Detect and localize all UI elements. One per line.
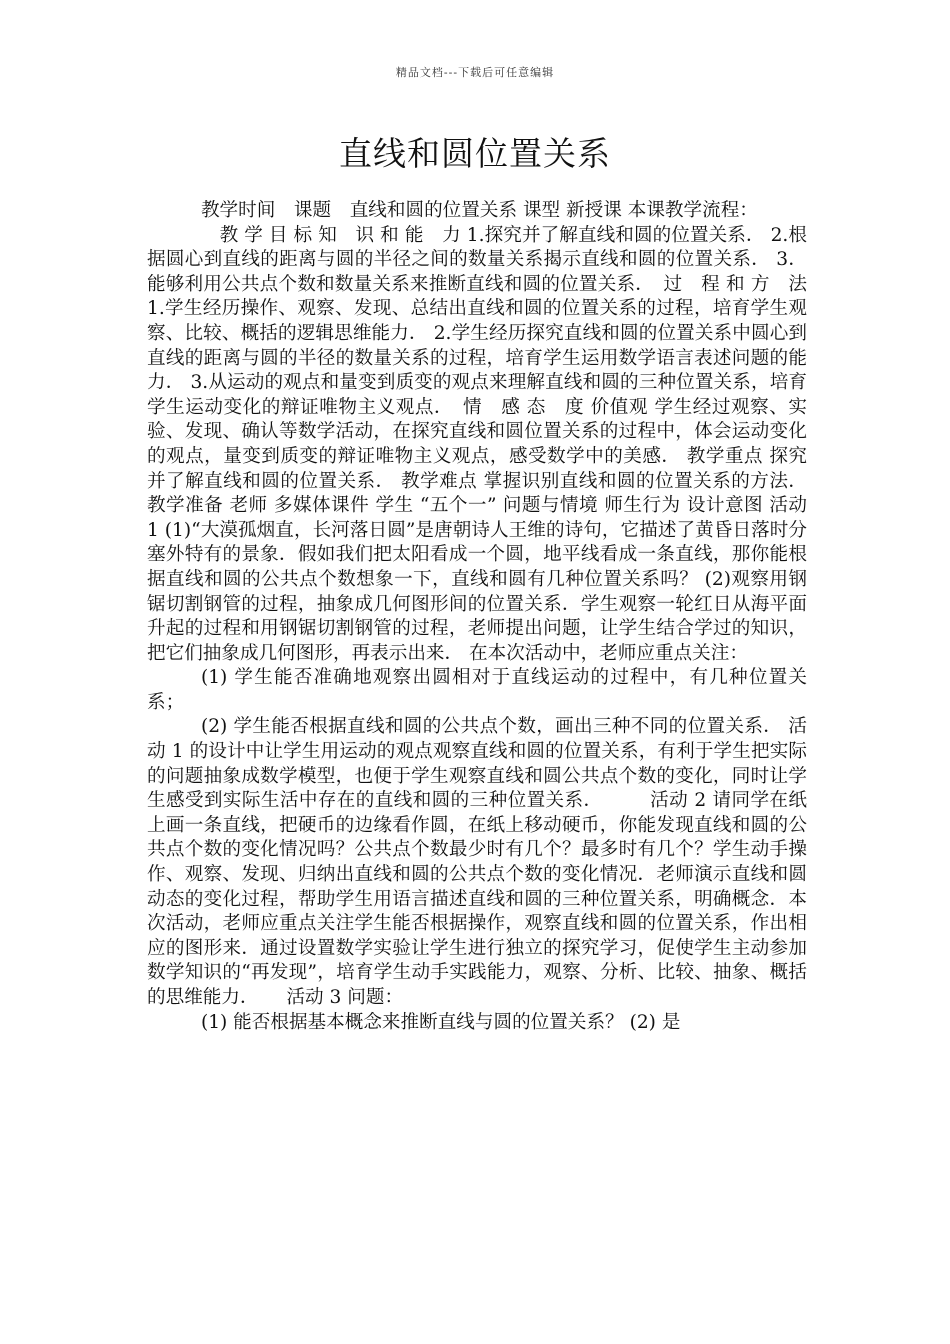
document-title: 直线和圆位置关系: [339, 134, 611, 173]
paragraph-activity-3-questions: (1) 能否根据基本概念来推断直线与圆的位置关系？ (2) 是: [200, 1011, 681, 1033]
document-body: [147, 199, 807, 1035]
paragraph-lesson-info: 教学时间 课题 直线和圆的位置关系 课型 新授课 本课教学流程：: [200, 200, 758, 221]
paragraph-objectives-activity-1: 教 学 目 标 知 识 和 能 力 1.探究并了解直线和圆的位置关系． 2.根据圆心到直线的距离与圆的半径之间的数量关系揭示直线和圆的位置关系． 3．能够利用公共点个数和数量关系来推断直线和圆的位置关系． 过 程 和 方 法 1.学生经历操作、观察、发现、总结出直线和圆的位置关系的过程，培育学生观察、比较、概括的逻辑思维能力． 2.学生经历探究直线和圆的位置关系中圆心到直线的距离与圆的半径的数量关系的过程，培育学生运用数学语言表述问题的能力． 3.从运动的观点和量变到质变的观点来理解直线和圆的三种位置关系，培育学生运动变化的辩证唯物主义观点． 情 感 态 度 价值观 学生经过观察、实验、发现、确认等数学活动，在探究直线和圆位置关系的过程中，体会运动变化的观点，量变到质变的辩证唯物主义观点，感受数学中的美感． 教学重点 探究并了解直线和圆的位置关系． 教学难点 掌握识别直线和圆的位置关系的方法． 教学准备 老师 多媒体课件 学生 “五个一” 问题与情境 师生行为 设计意图 活动 1 (1)“大漠孤烟直，长河落日圆”是唐朝诗人王维的诗句，它描述了黄昏日落时分塞外特有的景象．假如我们把太阳看成一个圆，地平线看成一条直线，那你能根据直线和圆的公共点个数想象一下，直线和圆有几种位置关系吗？ (2)观察用钢锯切割钢管的过程，抽象成几何图形间的位置关系．学生观察一轮红日从海平面升起的过程和用钢锯切割钢管的过程，老师提出问题，让学生结合学过的知识，把它们抽象成几何图形，再表示出来． 在本次活动中，老师应重点关注：: [147, 224, 807, 664]
page-header-note: 精品文档---下载后可任意编辑: [395, 66, 555, 79]
paragraph-focus-point-1: (1) 学生能否准确地观察出圆相对于直线运动的过程中，有几种位置关系；: [147, 667, 807, 713]
paragraph-focus-point-2-activity-2-3: (2) 学生能否根据直线和圆的公共点个数，画出三种不同的位置关系． 活动 1 的设计中让学生用运动的观点观察直线和圆的位置关系，有利于学生把实际的问题抽象成数学模型，也便于学生观察直线和圆公共点个数的变化，同时让学生感受到实际生活中存在的直线和圆的三种位置关系． 活动 2 请同学在纸上画一条直线，把硬币的边缘看作圆，在纸上移动硬币，你能发现直线和圆的公共点个数的变化情况吗？公共点个数最少时有几个？最多时有几个？学生动手操作、观察、发现、归纳出直线和圆的公共点个数的变化情况．老师演示直线和圆动态的变化过程，帮助学生用语言描述直线和圆的三种位置关系，明确概念．本次活动，老师应重点关注学生能否根据操作，观察直线和圆的位置关系，作出相应的图形来．通过设置数学实验让学生进行独立的探究学习，促使学生主动参加数学知识的“再发现”，培育学生动手实践能力，观察、分析、比较、抽象、概括的思维能力． 活动 3 问题：: [147, 716, 807, 1008]
